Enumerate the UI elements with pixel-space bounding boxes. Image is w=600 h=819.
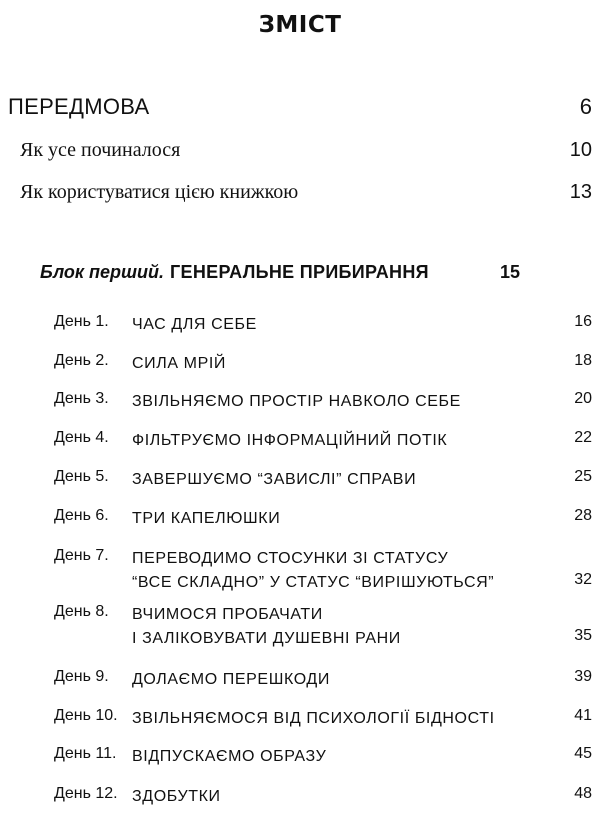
toc-page-number: 13 [569,181,592,203]
toc-entry-label: Як користуватися цією книжкою [20,181,299,203]
day-number: День 6. [54,507,109,524]
day-title: ЗВІЛЬНЯЄМОСЯ ВІД ПСИХОЛОГІЇ БІДНОСТІ [132,710,495,727]
day-title: ВЧИМОСЯ ПРОБАЧАТИ І ЗАЛІКОВУВАТИ ДУШЕВНІ РАНИ [132,606,401,647]
toc-page-number: 18 [574,352,592,369]
toc-page-number: 32 [574,571,592,588]
day-number: День 7. [54,547,109,564]
day-title: ЧАС ДЛЯ СЕБЕ [132,316,257,333]
page-title: ЗМІСТ [258,12,342,38]
day-title: ПЕРЕВОДИМО СТОСУНКИ ЗІ СТАТУСУ “ВСЕ СКЛАДНО” У СТАТУС “ВИРІШУЮТЬСЯ” [132,550,495,591]
day-number: День 2. [54,352,109,369]
block-title: ГЕНЕРАЛЬНЕ ПРИБИРАННЯ [170,262,429,282]
toc-page-number: 48 [574,785,592,802]
day-number: День 1. [54,313,109,330]
day-number: День 11. [54,745,117,762]
day-title: ЗДОБУТКИ [132,788,221,805]
day-title: ДОЛАЄМО ПЕРЕШКОДИ [132,671,330,688]
toc-page-number: 39 [574,668,592,685]
day-title: ЗАВЕРШУЄМО “ЗАВИСЛІ” СПРАВИ [132,471,417,488]
day-number: День 9. [54,668,109,685]
day-title: ВІДПУСКАЄМО ОБРАЗУ [132,748,327,765]
toc-entry-label: ПЕРЕДМОВА [8,94,150,119]
day-number: День 3. [54,390,109,407]
day-number: День 4. [54,429,109,446]
toc-page-number: 6 [579,94,592,119]
toc-page-number: 35 [574,627,592,644]
block-prefix: Блок перший. [40,262,165,282]
day-number: День 10. [54,707,118,724]
toc-page-number: 16 [574,313,592,330]
day-title: ЗВІЛЬНЯЄМО ПРОСТІР НАВКОЛО СЕБЕ [132,393,461,410]
toc-page-number: 45 [574,745,592,762]
day-title: ТРИ КАПЕЛЮШКИ [132,510,281,527]
toc-page-number: 28 [574,507,592,524]
toc-page-number: 22 [574,429,592,446]
day-title: СИЛА МРІЙ [132,355,227,372]
toc-page-number: 25 [574,468,592,485]
toc-page-number: 20 [574,390,592,407]
toc-page-number: 10 [569,139,592,161]
day-number: День 5. [54,468,109,485]
day-number: День 8. [54,603,109,620]
toc-page-number: 15 [500,262,521,282]
day-title: ФІЛЬТРУЄМО ІНФОРМАЦІЙНИЙ ПОТІК [132,432,448,449]
toc-page-number: 41 [574,707,592,724]
day-number: День 12. [54,785,118,802]
toc-entry-label: Як усе починалося [20,139,181,161]
